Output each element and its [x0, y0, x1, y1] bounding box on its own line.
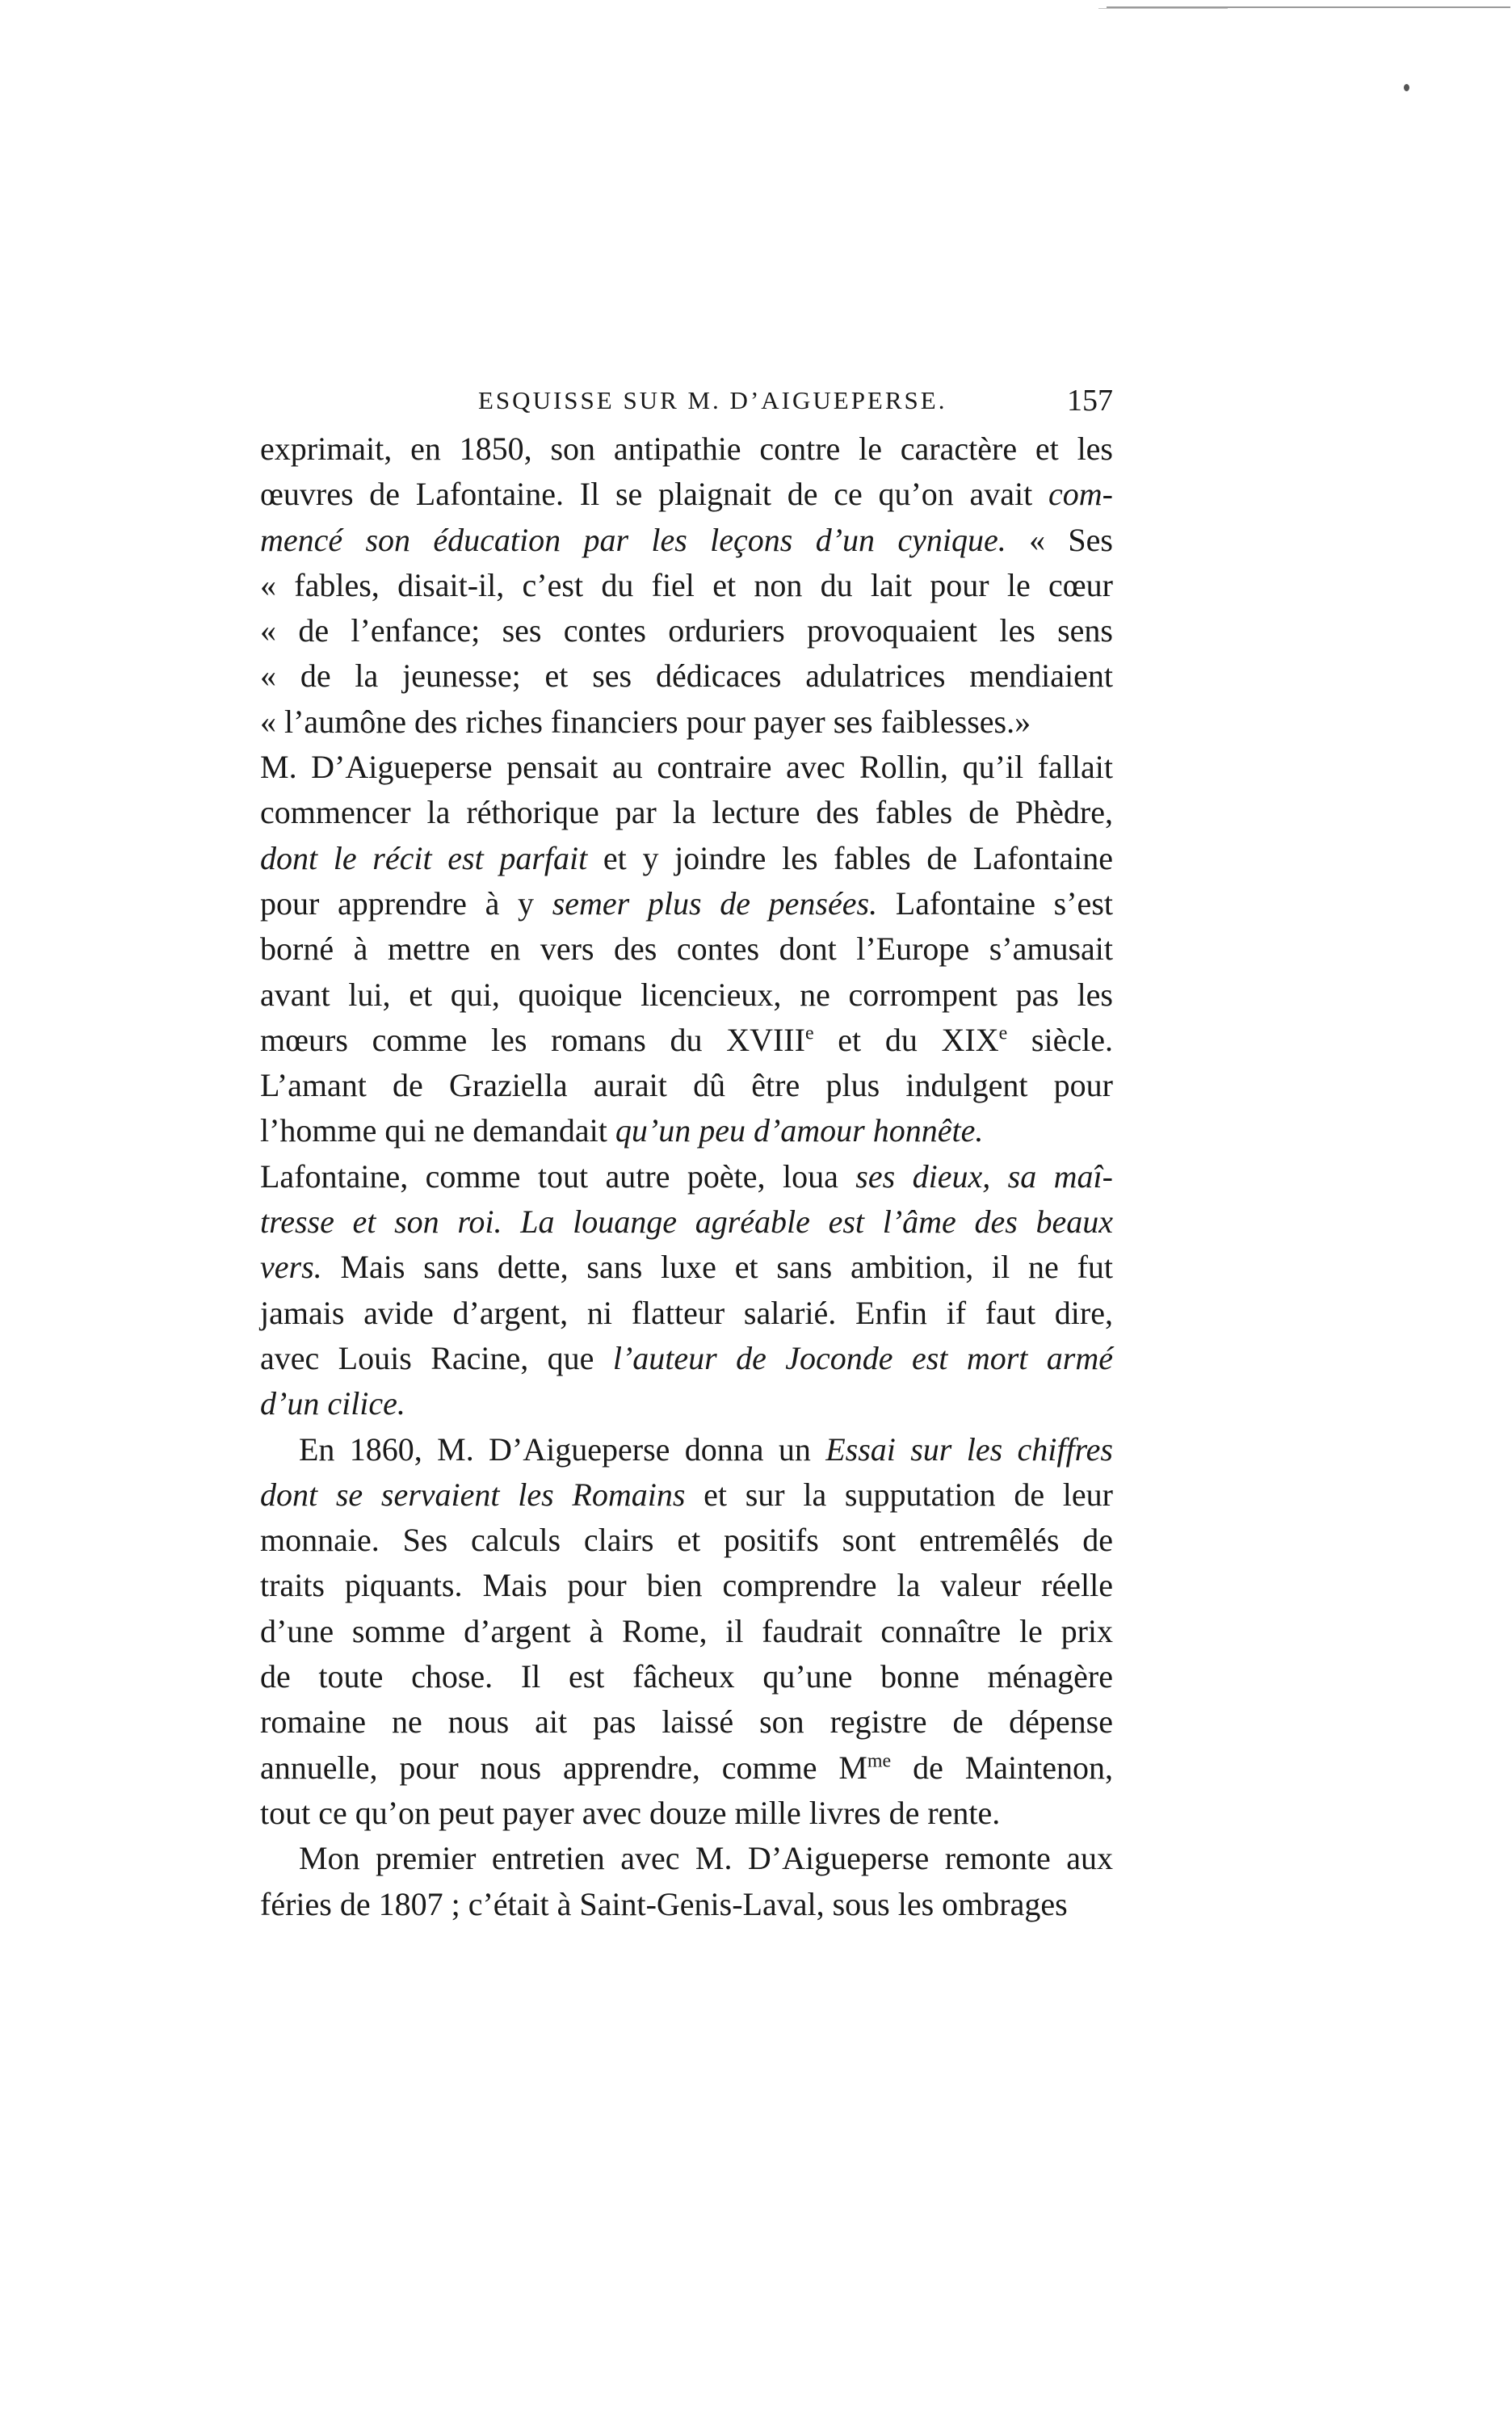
italic-span: mencé son éducation par les leçons d’un cynique. [260, 521, 1006, 558]
text-line: dont le récit est parfait et y joindre les fables de Lafontaine [260, 839, 1113, 876]
top-edge-rule-secondary [1098, 8, 1228, 9]
text-line: borné à mettre en vers des contes dont l’Europe s’amusait [260, 930, 1113, 968]
superscript: e [998, 1023, 1008, 1044]
italic-span: ses dieux, sa maî- [855, 1157, 1113, 1195]
text-line: de toute chose. Il est fâcheux qu’une bonne ménagère [260, 1658, 1113, 1695]
text-line: traits piquants. Mais pour bien comprendre la valeur réelle [260, 1567, 1113, 1604]
text-line: jamais avide d’argent, ni flatteur salarié. Enfin if faut dire, [260, 1294, 1113, 1331]
text-line: l’homme qui ne demandait qu’un peu d’amour honnête. [260, 1112, 984, 1149]
text-line: tout ce qu’on peut payer avec douze mille livres de rente. [260, 1794, 1001, 1831]
text-line: « de la jeunesse; et ses dédicaces adulatrices mendiaient [260, 657, 1113, 695]
text-line: Mon premier entretien avec M. D’Aigueperse remonte aux [299, 1840, 1113, 1877]
italic-span: d’un cilice. [260, 1385, 405, 1422]
italic-span: dont se servaient les Romains [260, 1476, 686, 1513]
text-line: En 1860, M. D’Aigueperse donna un Essai sur les chiffres [299, 1430, 1113, 1468]
italic-span: l’auteur de Joconde est mort armé [612, 1339, 1113, 1376]
running-head [260, 380, 1113, 422]
text-line: exprimait, en 1850, son antipathie contre le caractère et les [260, 430, 1113, 467]
body-text [260, 426, 1113, 1927]
text-line: d’une somme d’argent à Rome, il faudrait connaître le prix [260, 1612, 1113, 1649]
superscript: me [867, 1750, 892, 1772]
superscript: e [804, 1023, 814, 1044]
text-line: dont se servaient les Romains et sur la supputation de leur [260, 1476, 1113, 1513]
running-head-title: ESQUISSE SUR M. D’AIGUEPERSE. [478, 386, 947, 414]
text-line: œuvres de Lafontaine. Il se plaignait de ce qu’on avait com- [260, 476, 1113, 513]
text-line: annuelle, pour nous apprendre, comme $M^{me}$ de Maintenon, [260, 1749, 1113, 1786]
text-line: pour apprendre à y semer plus de pensées. Lafontaine s’est [260, 884, 1113, 922]
text-line: vers. Mais sans dette, sans luxe et sans ambition, il ne fut [260, 1249, 1113, 1286]
ink-speck [1404, 84, 1409, 91]
text-line: monnaie. Ses calculs clairs et positifs sont entremêlés de [260, 1522, 1113, 1559]
italic-span: vers. [260, 1249, 322, 1286]
page-number: 157 [1067, 384, 1113, 418]
italic-span: tresse et son roi. La louange agréable est l’âme des beaux [260, 1203, 1113, 1241]
book-page [260, 380, 1113, 1927]
text-line: L’amant de Graziella aurait dû être plus indulgent pour [260, 1067, 1113, 1104]
text-line: « fables, disait-il, c’est du fiel et non du lait pour le cœur [260, 566, 1113, 603]
text-line: commencer la réthorique par la lecture des fables de Phèdre, [260, 794, 1113, 831]
text-line: féries de 1807 ; c’était à Saint-Genis-Laval, sous les ombrages [260, 1885, 1068, 1922]
text-line [260, 1199, 1113, 1245]
text-line [260, 1381, 1113, 1426]
text-line: avant lui, et qui, quoique licencieux, ne corrompent pas les [260, 976, 1113, 1013]
text-line: M. D’Aigueperse pensait au contraire avec Rollin, qu’il fallait [260, 749, 1113, 786]
text-line: « l’aumône des riches financiers pour payer ses faiblesses.» [260, 703, 1031, 740]
italic-span: com- [1048, 476, 1113, 513]
italic-span: semer plus de pensées. [552, 884, 878, 922]
text-line: Lafontaine, comme tout autre poète, loua ses dieux, sa maî- [260, 1157, 1113, 1195]
italic-span: dont le récit est parfait [260, 839, 588, 876]
text-line: mencé son éducation par les leçons d’un cynique. « Ses [260, 521, 1113, 558]
text-line: « de l’enfance; ses contes orduriers provoquaient les sens [260, 612, 1113, 649]
italic-span: Essai sur les chiffres [825, 1430, 1113, 1468]
text-line: avec Louis Racine, que l’auteur de Joconde est mort armé [260, 1339, 1113, 1376]
text-line: romaine ne nous ait pas laissé son registre de dépense [260, 1703, 1113, 1741]
text-line: mœurs comme les romans du XVIIIe et du XIXe siècle. [260, 1021, 1113, 1058]
italic-span: qu’un peu d’amour honnête. [615, 1112, 984, 1149]
